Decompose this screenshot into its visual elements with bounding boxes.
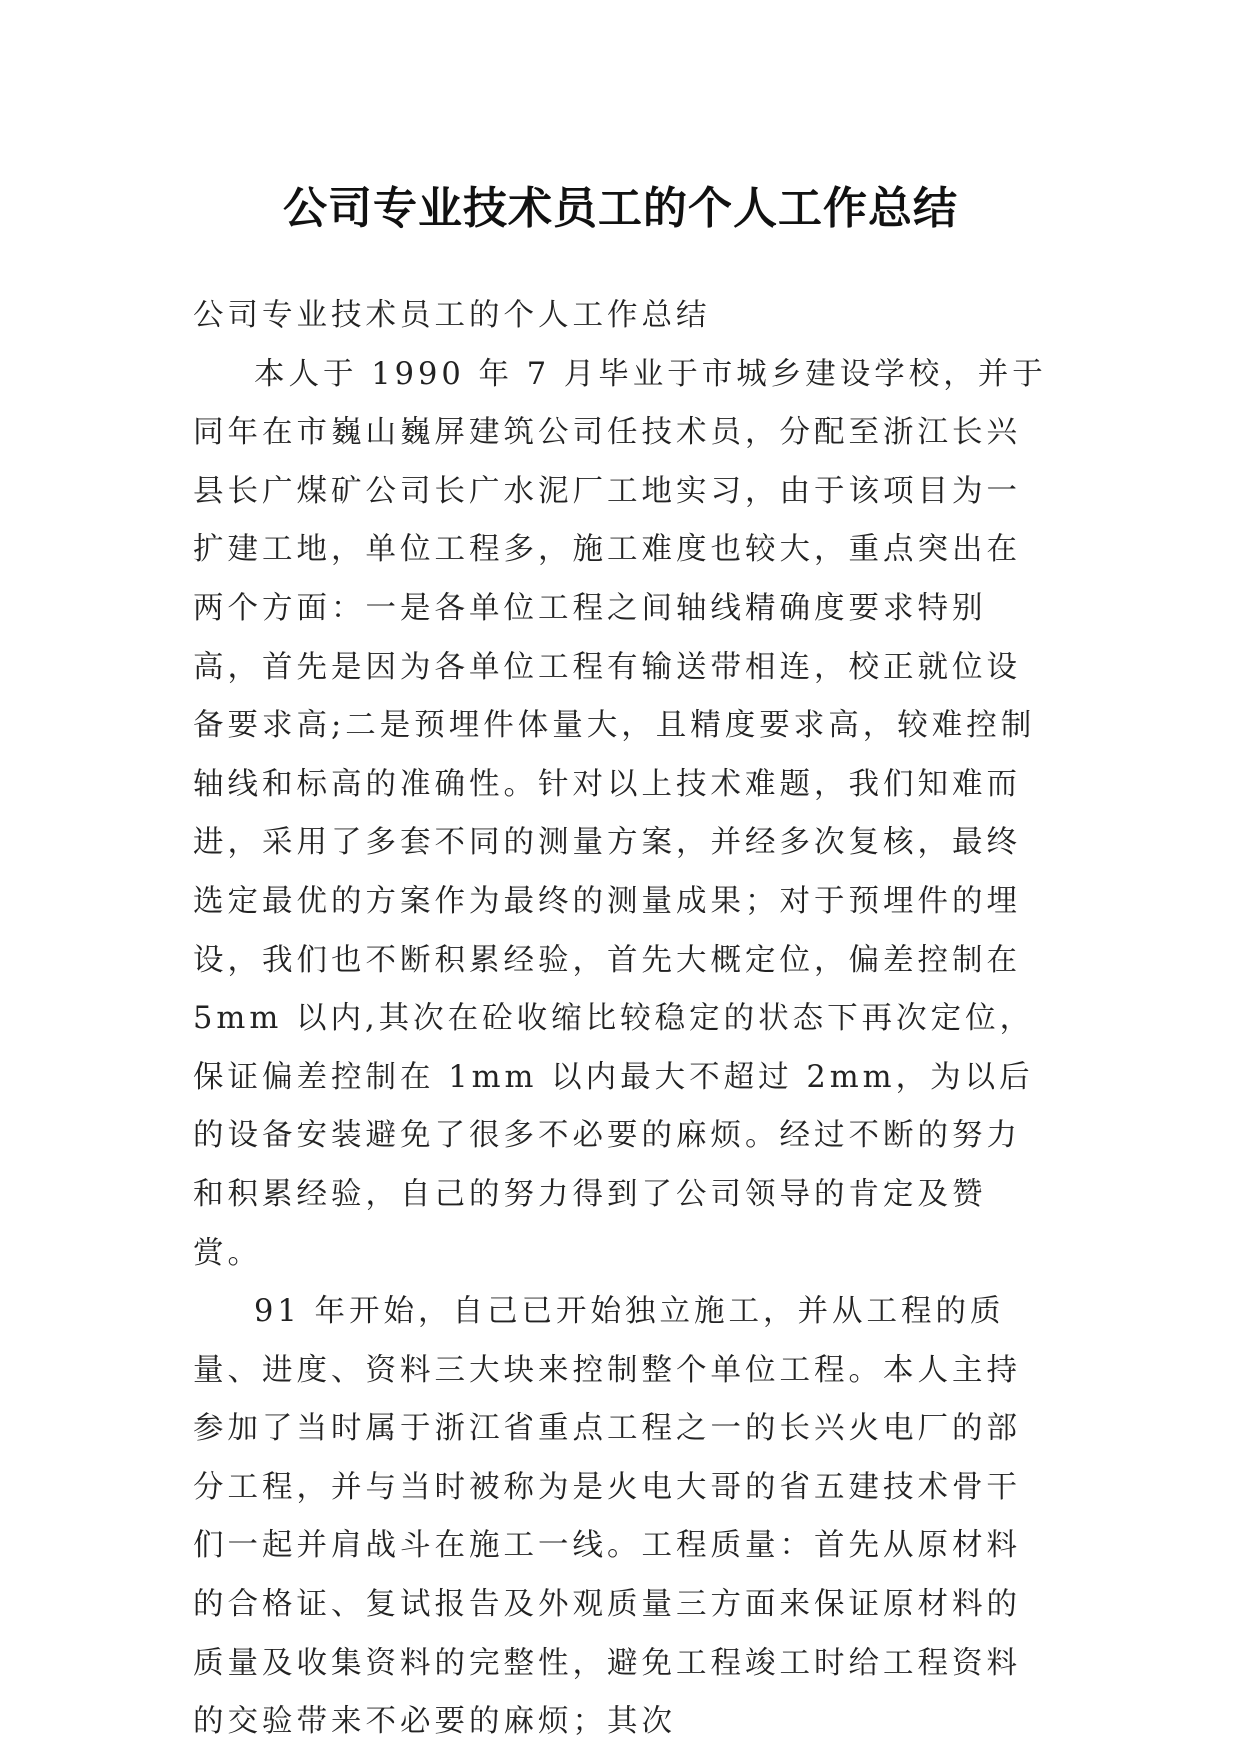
document-subtitle: 公司专业技术员工的个人工作总结	[193, 298, 711, 333]
document-title: 公司专业技术员工的个人工作总结	[283, 183, 958, 235]
paragraph-2: 91 年开始，自己已开始独立施工，并从工程的质量、进度、资料三大块来控制整个单位工程。本人主持参加了当时属于浙江省重点工程之一的长兴火电厂的部分工程，并与当时被称为是火电大哥的省五建技术骨干们一起并肩战斗在施工一线。工程质量：首先从原材料的合格证、复试报告及外观质量三方面来保证原材料的质量及收集资料的完整性，避免工程竣工时给工程资料的交验带来不必要的麻烦；其次	[193, 1294, 1021, 1740]
paragraph-1: 本人于 1990 年 7 月毕业于市城乡建设学校，并于同年在市巍山巍屏建筑公司任技术员，分配至浙江长兴县长广煤矿公司长广水泥厂工地实习，由于该项目为一扩建工地，单位工程多，施工难度也较大，重点突出在两个方面：一是各单位工程之间轴线精确度要求特别高，首先是因为各单位工程有输送带相连，校正就位设备要求高;二是预埋件体量大，且精度要求高，较难控制轴线和标高的准确性。针对以上技术难题，我们知难而进，采用了多套不同的测量方案，并经多次复核，最终选定最优的方案作为最终的测量成果；对于预埋件的埋设，我们也不断积累经验，首先大概定位，偏差控制在 5mm 以内,其次在砼收缩比较稳定的状态下再次定位，保证偏差控制在 1mm 以内最大不超过 2mm，为以后的设备安装避免了很多不必要的麻烦。经过不断的努力和积累经验，自己的努力得到了公司领导的肯定及赞赏。	[193, 356, 1047, 1271]
document-body	[193, 287, 1053, 1752]
